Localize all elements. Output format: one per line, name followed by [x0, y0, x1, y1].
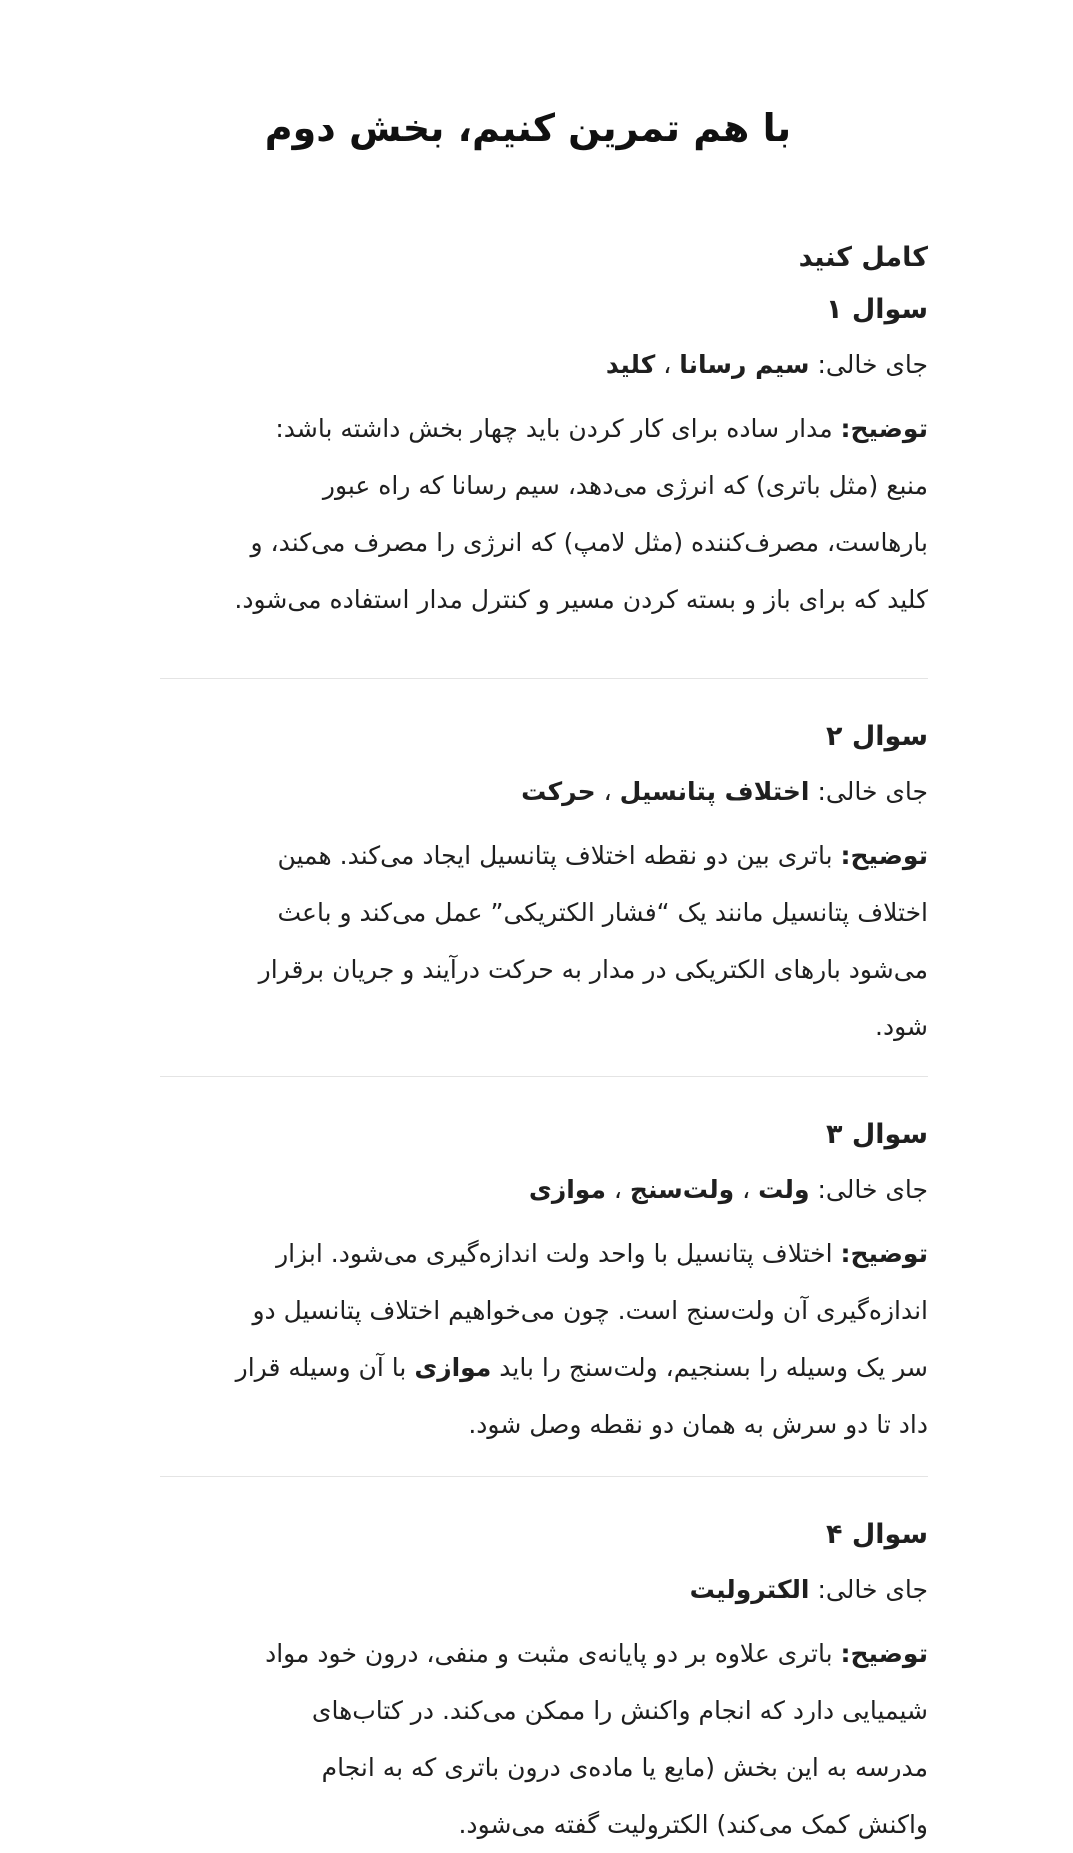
blank-label: جای خالی:: [817, 1175, 928, 1204]
question-title: سوال ۱: [825, 294, 928, 325]
answer-value: سیم رسانا: [679, 350, 810, 379]
blank-label: جای خالی:: [817, 350, 928, 379]
explanation: [160, 827, 928, 1055]
answer-value: حرکت: [521, 777, 596, 806]
divider: [160, 1476, 928, 1477]
answer-value: موازی: [528, 1175, 606, 1204]
explanation-line: واکنش کمک می‌کند) الکترولیت گفته می‌شود.: [458, 1810, 928, 1839]
explanation-line: اختلاف پتانسیل با واحد ولت اندازه‌گیری می‌شود. ابزار: [276, 1239, 833, 1268]
answer-value: اختلاف پتانسیل: [619, 777, 810, 806]
divider: [160, 1076, 928, 1077]
divider: [160, 678, 928, 679]
explanation-line: با آن وسیله قرار: [235, 1353, 407, 1382]
explanation-line: مدار ساده برای کار کردن باید چهار بخش داشته باشد:: [275, 414, 833, 443]
explanation-line: بارهاست، مصرف‌کننده (مثل لامپ) که انرژی را مصرف می‌کند، و: [250, 528, 928, 557]
blank-label: جای خالی:: [817, 1575, 928, 1604]
explanation-line: شود.: [875, 1012, 928, 1041]
explanation-line: سر یک وسیله را بسنجیم، ولت‌سنج را باید: [499, 1353, 928, 1382]
explanation-line: کلید که برای باز و بسته کردن مسیر و کنترل مدار استفاده می‌شود.: [234, 585, 928, 614]
explanation: [160, 1225, 928, 1453]
question-title: سوال ۲: [825, 721, 928, 752]
explanation-line: اندازه‌گیری آن ولت‌سنج است. چون می‌خواهیم اختلاف پتانسیل دو: [252, 1296, 928, 1325]
blank-answer: جای خالی: سیم رسانا ، کلید: [605, 350, 928, 379]
explanation-line: مدرسه به این بخش (مایع یا ماده‌ی درون باتری که به انجام: [321, 1753, 928, 1782]
section-heading: کامل کنید: [798, 242, 928, 273]
question-2: [160, 715, 928, 1055]
explanation-line: باتری علاوه بر دو پایانه‌ی مثبت و منفی، درون خود مواد: [265, 1639, 833, 1668]
answer-value: ولت: [758, 1175, 810, 1204]
question-1: [160, 288, 928, 628]
explanation-line: باتری بین دو نقطه اختلاف پتانسیل ایجاد می‌کند. همین: [277, 841, 833, 870]
question-3: [160, 1113, 928, 1453]
question-title: سوال ۳: [825, 1119, 928, 1150]
blank-label: جای خالی:: [817, 777, 928, 806]
explanation-line: شیمیایی دارد که انجام واکنش را ممکن می‌کند. در کتاب‌های: [311, 1696, 928, 1725]
question-4: [160, 1513, 928, 1853]
explanation-label: توضیح:: [840, 1639, 928, 1668]
answer-value: کلید: [605, 350, 656, 379]
explanation: [160, 1625, 928, 1853]
explanation-line: منبع (مثل باتری) که انرژی می‌دهد، سیم رسانا که راه عبور: [322, 471, 928, 500]
explanation-line: داد تا دو سرش به همان دو نقطه وصل شود.: [468, 1410, 928, 1439]
question-title: سوال ۴: [825, 1519, 928, 1550]
answer-value: ولت‌سنج: [629, 1175, 735, 1204]
answer-value: الکترولیت: [689, 1575, 810, 1604]
blank-answer: جای خالی: اختلاف پتانسیل ، حرکت: [521, 777, 928, 806]
explanation-label: توضیح:: [840, 841, 928, 870]
blank-answer: جای خالی: ولت ، ولت‌سنج ، موازی: [528, 1175, 928, 1204]
emphasis-word: موازی: [414, 1353, 492, 1382]
explanation-line: اختلاف پتانسیل مانند یک “فشار الکتریکی” عمل می‌کند و باعث: [277, 898, 928, 927]
explanation-line: می‌شود بارهای الکتریکی در مدار به حرکت درآیند و جریان برقرار: [258, 955, 928, 984]
blank-answer: [160, 1567, 928, 1613]
explanation-label: توضیح:: [840, 1239, 928, 1268]
explanation-label: توضیح:: [840, 414, 928, 443]
explanation: [160, 400, 928, 628]
page-title: با هم تمرین کنیم، بخش دوم: [264, 106, 792, 150]
